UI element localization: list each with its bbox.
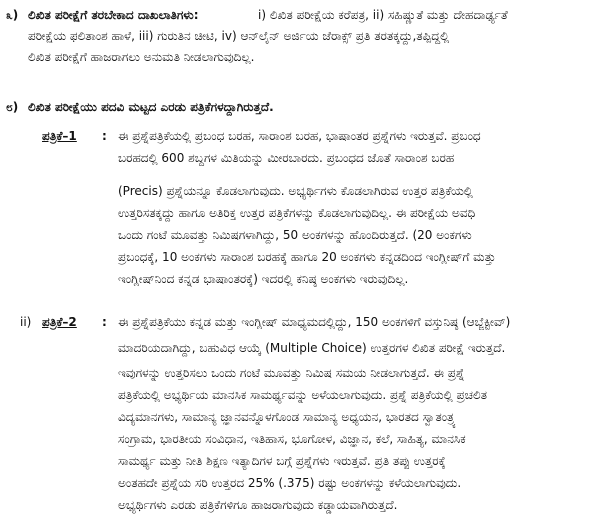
paper-text-line: ಅಂತಹದೇ ಪ್ರಶ್ನೆಯ ಸರಿ ಉತ್ತರದ 25% (.375) ರಷ್ಟು ಅಂಕಗಳನ್ನು ಕಳೆಯಲಾಗುವುದು. [118,476,462,490]
paper-separator: : [102,129,107,143]
paper-text-line: ಈ ಪ್ರಶ್ನೆಪತ್ರಿಕೆಯಲ್ಲಿ ಪ್ರಬಂಧ ಬರಹ, ಸಾರಾಂಶ ಬರಹ, ಭಾಷಾಂತರ ಪ್ರಶ್ನೆಗಳು ಇರುತ್ತವೆ. ಪ್ರಬಂಧ [118,129,481,143]
paper-text-line: ಇಂಗ್ಲೀಷ್‌ನಿಂದ ಕನ್ನಡ ಭಾಷಾಂತರಕ್ಕೆ) ಇದರಲ್ಲಿ ಕನಿಷ್ಠ ಅಂಕಗಳು ಇರುವುದಿಲ್ಲ. [118,272,409,286]
paper-separator: : [102,315,107,329]
paper-text-line: ಬರಹದಲ್ಲಿ 600 ಶಬ್ದಗಳ ಮಿತಿಯನ್ನು ಮೀರಬಾರದು. ಪ್ರಬಂಧದ ಜೊತೆ ಸಾರಾಂಶ ಬರಹ [118,151,455,165]
section-heading: ಲಿಖಿತ ಪರೀಕ್ಷೆಗೆ ತರಬೇಕಾದ ದಾಖಲಾತಿಗಳು: [28,8,199,22]
paper-marker: ii) [20,315,32,329]
document-list-line: ಲಿಖಿತ ಪರೀಕ್ಷೆಗೆ ಹಾಜರಾಗಲು ಅನುಮತಿ ನೀಡಲಾಗುವುದಿಲ್ಲ. [28,50,255,64]
paper-text-line: ಉತ್ತರಿಸತಕ್ಕದ್ದು ಹಾಗೂ ಅತಿರಿಕ್ತ ಉತ್ತರ ಪತ್ರಿಕೆಗಳನ್ನು ಕೊಡಲಾಗುವುದಿಲ್ಲ. ಈ ಪರೀಕ್ಷೆಯ ಅವಧಿ [118,206,476,220]
paper-text-line: ಇವುಗಳನ್ನು ಉತ್ತರಿಸಲು ಒಂದು ಗಂಟೆ ಮೂವತ್ತು ನಿಮಿಷ ಸಮಯ ನೀಡಲಾಗುತ್ತದೆ. ಈ ಪ್ರಶ್ನೆ [118,366,465,380]
section-heading: ಲಿಖಿತ ಪರೀಕ್ಷೆಯು ಪದವಿ ಮಟ್ಟದ ಎರಡು ಪತ್ರಿಕೆಗಳದ್ದಾಗಿರುತ್ತದೆ. [28,100,274,114]
section-marker: ೮) [6,100,19,114]
paper-text-line: ಪ್ರಬಂಧಕ್ಕೆ, 10 ಅಂಕಗಳು ಸಾರಾಂಶ ಬರಹಕ್ಕೆ ಹಾಗೂ 20 ಅಂಕಗಳು ಕನ್ನಡದಿಂದ ಇಂಗ್ಲೀಷ್‌ಗೆ ಮತ್ತು [118,250,496,264]
paper-label: ಪತ್ರಿಕೆ–1 [42,129,77,143]
paper-text-line: ಪತ್ರಿಕೆಯಲ್ಲಿ ಅಭ್ಯರ್ಥಿಯ ಮಾನಸಿಕ ಸಾಮರ್ಥ್ಯವನ್ನು ಅಳೆಯಲಾಗುವುದು. ಪ್ರಶ್ನೆ ಪತ್ರಿಕೆಯಲ್ಲಿ ಪ್ರಚಲಿತ [118,388,487,402]
paper-text-line: ಅಭ್ಯರ್ಥಿಗಳು ಎರಡು ಪತ್ರಿಕೆಗಳಿಗೂ ಹಾಜರಾಗುವುದು ಕಡ್ಡಾಯವಾಗಿರುತ್ತದೆ. [118,498,398,512]
paper-label: ಪತ್ರಿಕೆ–2 [42,315,77,329]
paper-text-line: ಮಾದರಿಯದಾಗಿದ್ದು, ಬಹುವಿಧ ಆಯ್ಕೆ (Multiple Choice) ಉತ್ತರಗಳ ಲಿಖಿತ ಪರೀಕ್ಷೆ ಇರುತ್ತದೆ. [118,341,506,355]
document-list-line: ಪರೀಕ್ಷೆಯ ಫಲಿತಾಂಶ ಹಾಳೆ, iii) ಗುರುತಿನ ಚೀಟಿ, iv) ಆನ್‌ಲೈನ್ ಅರ್ಜಿಯ ಜೆರಾಕ್ಸ್ ಪ್ರತಿ ತರತಕ್ಕದ್ದು,ತಪ್ಪಿದ್ದಲ್ಲಿ [28,29,450,43]
paper-text-line: (Precis) ಪ್ರಶ್ನೆಯನ್ನೂ ಕೊಡಲಾಗುವುದು. ಅಭ್ಯರ್ಥಿಗಳು ಕೊಡಲಾಗಿರುವ ಉತ್ತರ ಪತ್ರಿಕೆಯಲ್ಲಿ [118,184,473,198]
paper-text-line: ಸಂಗ್ರಾಮ, ಭಾರತೀಯ ಸಂವಿಧಾನ, ಇತಿಹಾಸ, ಭೂಗೋಳ, ವಿಜ್ಞಾನ, ಕಲೆ, ಸಾಹಿತ್ಯ, ಮಾನಸಿಕ [118,432,466,446]
section-marker: ೩) [6,8,19,22]
paper-text-line: ಒಂದು ಗಂಟೆ ಮೂವತ್ತು ನಿಮಿಷಗಳಾಗಿದ್ದು, 50 ಅಂಕಗಳನ್ನು ಹೊಂದಿರುತ್ತದೆ. (20 ಅಂಕಗಳು [118,228,472,242]
document-list-line: i) ಲಿಖಿತ ಪರೀಕ್ಷೆಯ ಕರೆಪತ್ರ, ii) ಸಹಿಷ್ಣುತೆ ಮತ್ತು ದೇಹದಾರ್ಢ್ಯತೆ [258,8,508,22]
paper-text-line: ಸಾಮರ್ಥ್ಯ ಮತ್ತು ನೀತಿ ಶಿಕ್ಷಣ ಇತ್ಯಾದಿಗಳ ಬಗ್ಗೆ ಪ್ರಶ್ನೆಗಳು ಇರುತ್ತವೆ. ಪ್ರತಿ ತಪ್ಪು ಉತ್ತರಕ್ಕೆ [118,454,446,468]
paper-text-line: ಈ ಪ್ರಶ್ನೆಪತ್ರಿಕೆಯು ಕನ್ನಡ ಮತ್ತು ಇಂಗ್ಲೀಷ್ ಮಾಧ್ಯಮದಲ್ಲಿದ್ದು, 150 ಅಂಕಗಳಿಗೆ ವಸ್ತುನಿಷ್ಠ (ಆಬ್ಜೆಕ್ಟೀವ್) [118,315,511,329]
paper-text-line: ವಿದ್ಯಮಾನಗಳು, ಸಾಮಾನ್ಯ ಜ್ಞಾನವನ್ನೊಳಗೊಂಡ ಸಾಮಾನ್ಯ ಅಧ್ಯಯನ, ಭಾರತದ ಸ್ವಾತಂತ್ರ್ಯ [118,410,457,424]
